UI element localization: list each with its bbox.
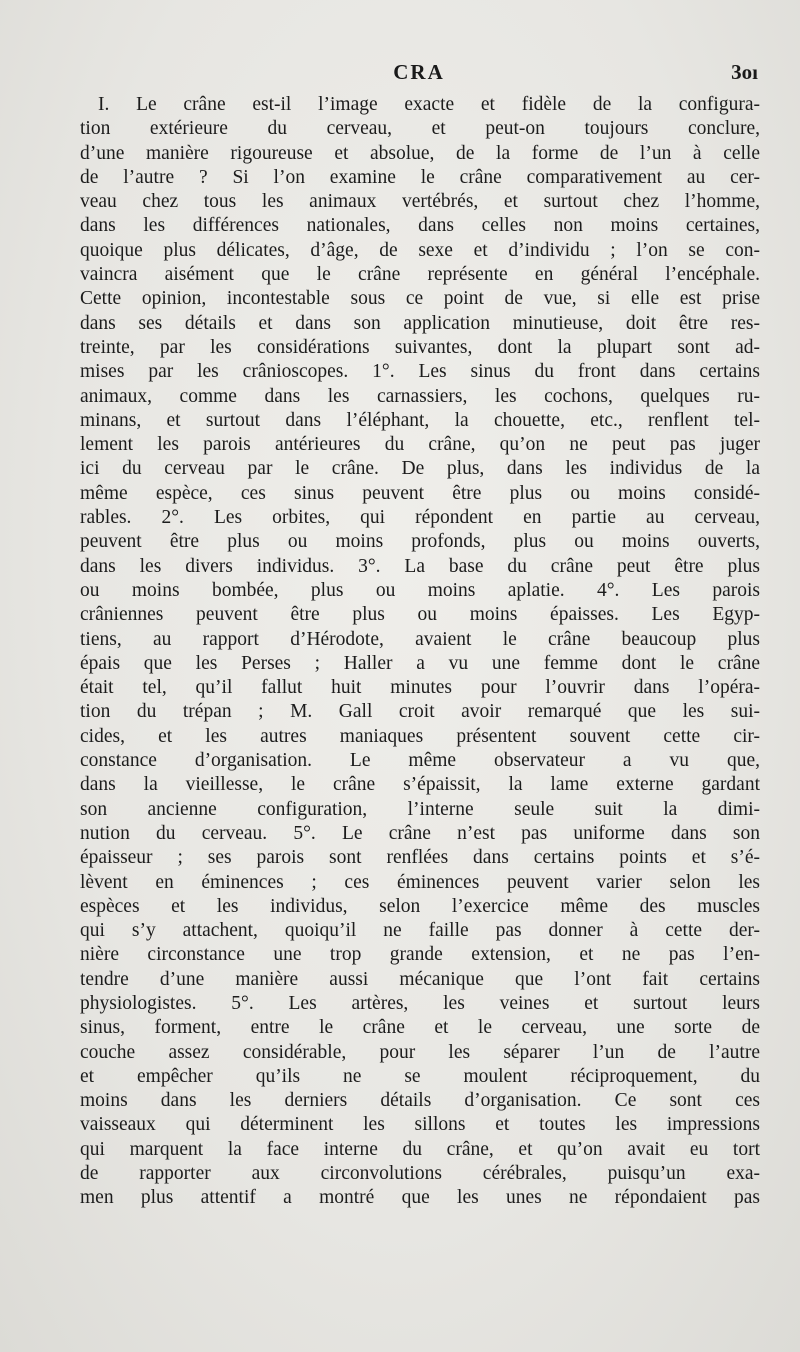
text-line: dans la vieillesse, le crâne s’épaissit, la lame externe gardant (80, 774, 760, 796)
text-line: dans les différences nationales, dans celles non moins certaines, (80, 215, 760, 237)
text-line: minans, et surtout dans l’éléphant, la chouette, etc., renflent tel- (80, 409, 760, 431)
text-line: vaisseaux qui déterminent les sillons et toutes les impressions (80, 1114, 760, 1136)
text-line: sinus, forment, entre le crâne et le cerveau, une sorte de (80, 1017, 760, 1039)
text-line: crâniennes peuvent être plus ou moins épaisses. Les Egyp- (80, 604, 760, 626)
text-line: ou moins bombée, plus ou moins aplatie. 4°. Les parois (80, 579, 760, 601)
text-line: et empêcher qu’ils ne se moulent réciproquement, du (80, 1065, 760, 1087)
text-line: nière circonstance une trop grande extension, et ne pas l’en- (80, 944, 760, 966)
running-head-title: CRA (393, 60, 445, 84)
text-line: tendre d’une manière aussi mécanique que l’ont fait certains (80, 968, 760, 990)
text-line: veau chez tous les animaux vertébrés, et surtout chez l’homme, (80, 191, 760, 213)
text-line: cides, et les autres maniaques présentent souvent cette cir- (80, 725, 760, 747)
text-line: qui s’y attachent, quoiqu’il ne faille pas donner à cette der- (80, 920, 760, 942)
text-line: Cette opinion, incontestable sous ce point de vue, si elle est prise (80, 288, 760, 310)
text-line: de l’autre ? Si l’on examine le crâne comparativement au cer- (80, 166, 760, 188)
text-line: dans les divers individus. 3°. La base du crâne peut être plus (80, 555, 760, 577)
text-line: treinte, par les considérations suivantes, dont la plupart sont ad- (80, 336, 760, 358)
text-line: qui marquent la face interne du crâne, et qu’on avait eu tort (80, 1138, 760, 1160)
text-line: quoique plus délicates, d’âge, de sexe et d’individu ; l’on se con- (80, 239, 760, 261)
text-line: espèces et les individus, selon l’exercice même des muscles (80, 895, 760, 917)
text-line: de rapporter aux circonvolutions cérébrales, puisqu’un exa- (80, 1163, 760, 1185)
text-line: épais que les Perses ; Haller a vu une femme dont le crâne (80, 652, 760, 674)
text-line: d’une manière rigoureuse et absolue, de la forme de l’un à celle (80, 142, 760, 164)
text-line: peuvent être plus ou moins profonds, plus ou moins ouverts, (80, 531, 760, 553)
text-line: ici du cerveau par le crâne. De plus, dans les individus de la (80, 458, 760, 480)
text-line: même espèce, ces sinus peuvent être plus ou moins considé- (80, 482, 760, 504)
text-line: lement les parois antérieures du crâne, qu’on ne peut pas juger (80, 434, 760, 456)
page-number: 3oı (731, 60, 758, 84)
text-line: moins dans les derniers détails d’organisation. Ce sont ces (80, 1090, 760, 1112)
text-line: tiens, au rapport d’Hérodote, avaient le crâne beaucoup plus (80, 628, 760, 650)
text-line: I. Le crâne est-il l’image exacte et fidèle de la configura- (98, 94, 760, 115)
text-line: lèvent en éminences ; ces éminences peuvent varier selon les (80, 871, 760, 893)
text-line: tion du trépan ; M. Gall croit avoir remarqué que les sui- (80, 701, 760, 723)
text-line: men plus attentif a montré que les unes ne répondaient pas (80, 1187, 760, 1209)
text-line: était tel, qu’il fallut huit minutes pour l’ouvrir dans l’opéra- (80, 677, 760, 699)
text-line: couche assez considérable, pour les séparer l’un de l’autre (80, 1041, 760, 1063)
text-line: rables. 2°. Les orbites, qui répondent en partie au cerveau, (80, 507, 760, 529)
text-line: mises par les crânioscopes. 1°. Les sinus du front dans certains (80, 361, 760, 383)
text-line: constance d’organisation. Le même observateur a vu que, (80, 750, 760, 772)
text-line: son ancienne configuration, l’interne seule suit la dimi- (80, 798, 760, 820)
text-line: vaincra aisément que le crâne représente en général l’encéphale. (80, 264, 760, 286)
text-line: animaux, comme dans les carnassiers, les cochons, quelques ru- (80, 385, 760, 407)
running-head (80, 60, 758, 92)
text-line: dans ses détails et dans son application minutieuse, doit être res- (80, 312, 760, 334)
text-line: épaisseur ; ses parois sont renflées dans certains points et s’é- (80, 847, 760, 869)
text-line: tion extérieure du cerveau, et peut-on toujours conclure, (80, 118, 760, 140)
body-text (80, 93, 760, 1211)
text-line: physiologistes. 5°. Les artères, les veines et surtout leurs (80, 992, 760, 1014)
text-line: nution du cerveau. 5°. Le crâne n’est pas uniforme dans son (80, 822, 760, 844)
